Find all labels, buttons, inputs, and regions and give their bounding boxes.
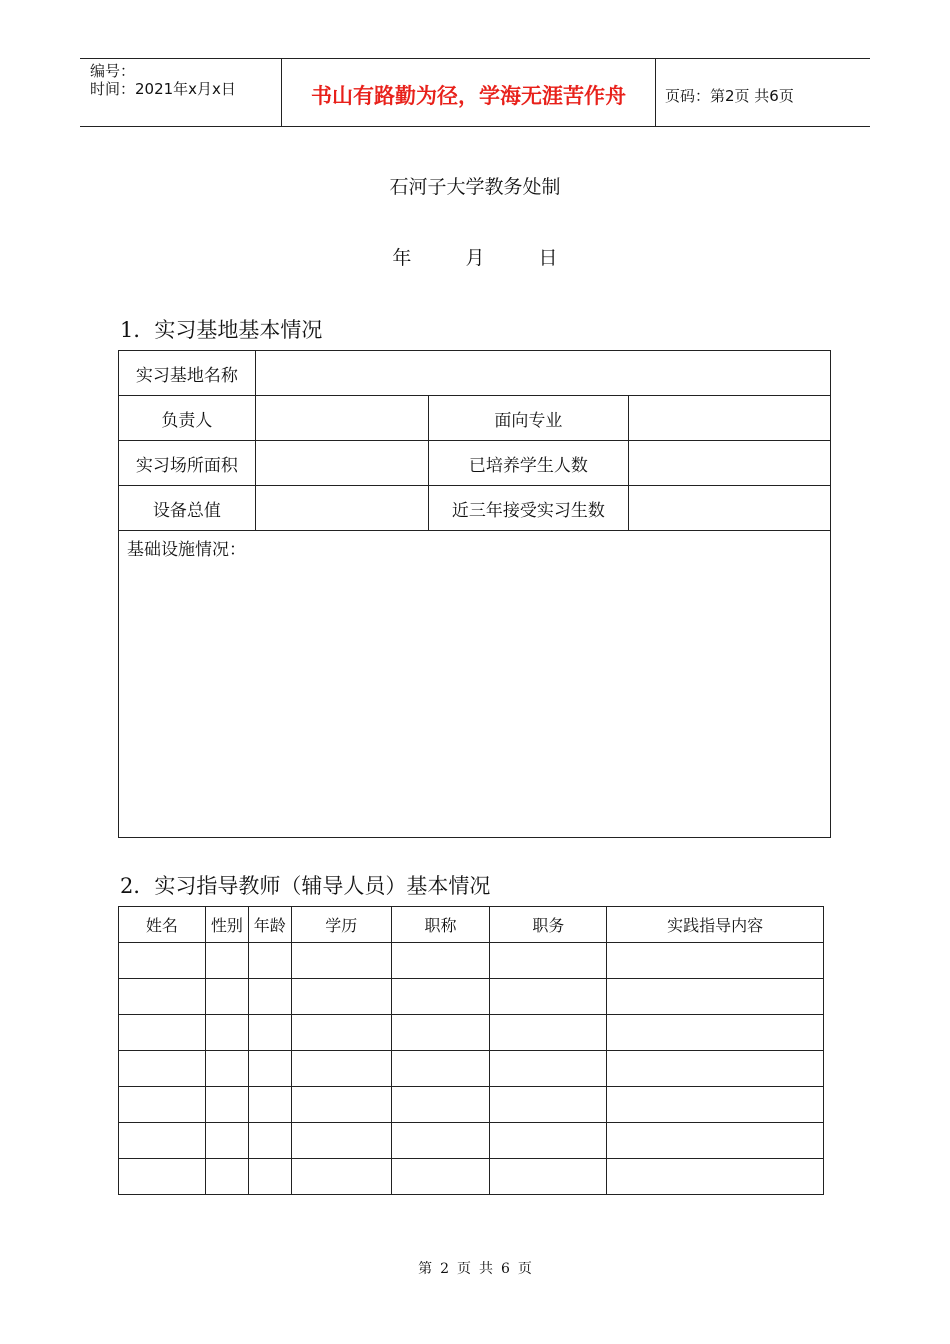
recent-interns-field[interactable] — [629, 486, 831, 531]
table-cell[interactable] — [205, 943, 248, 979]
footer-prefix: 第 — [418, 1261, 433, 1277]
column-header: 学历 — [291, 907, 391, 943]
table-row — [119, 943, 824, 979]
table-cell[interactable] — [490, 943, 607, 979]
table-cell[interactable] — [607, 943, 824, 979]
table-cell[interactable] — [119, 1159, 206, 1195]
header-divider-right — [655, 58, 656, 126]
table-cell[interactable] — [248, 1159, 291, 1195]
base-name-field[interactable] — [255, 351, 830, 396]
table-cell[interactable] — [607, 1159, 824, 1195]
table-cell[interactable] — [391, 1159, 490, 1195]
footer-total-word: 共 — [479, 1261, 493, 1277]
major-field[interactable] — [629, 396, 831, 441]
header-top-rule — [80, 58, 870, 59]
table-cell[interactable] — [291, 1015, 391, 1051]
section2-title: 2．实习指导教师（辅导人员）基本情况 — [120, 874, 491, 898]
date-day: 日 — [538, 247, 558, 269]
table-cell[interactable] — [205, 1159, 248, 1195]
table-row — [119, 979, 824, 1015]
column-header: 年龄 — [248, 907, 291, 943]
date-year: 年 — [392, 247, 412, 269]
major-label: 面向专业 — [428, 396, 629, 441]
table-cell[interactable] — [391, 979, 490, 1015]
table-cell[interactable] — [490, 979, 607, 1015]
table-cell[interactable] — [490, 1123, 607, 1159]
table-cell[interactable] — [490, 1015, 607, 1051]
trained-field[interactable] — [629, 441, 831, 486]
footer-total-pages: 6 — [501, 1261, 510, 1277]
table-row — [119, 1159, 824, 1195]
recent-interns-label: 近三年接受实习生数 — [428, 486, 629, 531]
table-cell[interactable] — [205, 1015, 248, 1051]
table-row — [119, 531, 831, 838]
trained-label: 已培养学生人数 — [428, 441, 629, 486]
time-label: 时间：2021年x月x日 — [90, 80, 236, 98]
area-field[interactable] — [255, 441, 428, 486]
date-line — [0, 243, 950, 270]
table-cell[interactable] — [205, 979, 248, 1015]
table-cell[interactable] — [490, 1087, 607, 1123]
table-cell[interactable] — [119, 1123, 206, 1159]
table-cell[interactable] — [607, 1051, 824, 1087]
issuer-line: 石河子大学教务处制 — [389, 176, 561, 198]
person-in-charge-label: 负责人 — [119, 396, 256, 441]
table-row — [119, 396, 831, 441]
equipment-field[interactable] — [255, 486, 428, 531]
header-motto: 书山有路勤为径，学海无涯苦作舟 — [311, 84, 626, 108]
table-cell[interactable] — [248, 979, 291, 1015]
table-cell[interactable] — [607, 979, 824, 1015]
table-cell[interactable] — [119, 1087, 206, 1123]
table-cell[interactable] — [391, 1087, 490, 1123]
table-cell[interactable] — [119, 1015, 206, 1051]
column-header: 职称 — [391, 907, 490, 943]
base-name-label: 实习基地名称 — [119, 351, 256, 396]
footer-page-number: 2 — [440, 1261, 449, 1277]
table-cell[interactable] — [291, 979, 391, 1015]
table-cell[interactable] — [391, 943, 490, 979]
table-cell[interactable] — [248, 1123, 291, 1159]
table-cell[interactable] — [248, 1051, 291, 1087]
table-row — [119, 1087, 824, 1123]
table-cell[interactable] — [391, 1015, 490, 1051]
table-cell[interactable] — [607, 1015, 824, 1051]
table-row — [119, 1051, 824, 1087]
table-cell[interactable] — [490, 1051, 607, 1087]
equipment-label: 设备总值 — [119, 486, 256, 531]
table-cell[interactable] — [248, 1015, 291, 1051]
header-bottom-rule — [80, 126, 870, 127]
base-info-table — [118, 350, 831, 838]
table-cell[interactable] — [391, 1051, 490, 1087]
column-header: 性别 — [205, 907, 248, 943]
footer-suffix: 页 — [517, 1261, 532, 1277]
column-header: 姓名 — [119, 907, 206, 943]
instructor-table — [118, 906, 824, 1195]
column-header: 实践指导内容 — [607, 907, 824, 943]
page-footer — [0, 1258, 950, 1278]
table-cell[interactable] — [291, 1087, 391, 1123]
table-cell[interactable] — [490, 1159, 607, 1195]
table-cell[interactable] — [119, 1051, 206, 1087]
area-label: 实习场所面积 — [119, 441, 256, 486]
table-cell[interactable] — [119, 979, 206, 1015]
table-row — [119, 486, 831, 531]
table-cell[interactable] — [291, 1123, 391, 1159]
table-row — [119, 351, 831, 396]
table-cell[interactable] — [119, 943, 206, 979]
table-cell[interactable] — [607, 1087, 824, 1123]
facility-field[interactable] — [119, 531, 831, 838]
table-cell[interactable] — [291, 1051, 391, 1087]
table-cell[interactable] — [391, 1123, 490, 1159]
table-cell[interactable] — [205, 1123, 248, 1159]
table-row — [119, 1015, 824, 1051]
table-row — [119, 1123, 824, 1159]
section1-title: 1．实习基地基本情况 — [120, 318, 323, 342]
table-cell[interactable] — [205, 1051, 248, 1087]
table-cell[interactable] — [205, 1087, 248, 1123]
number-label: 编号： — [90, 62, 136, 80]
table-cell[interactable] — [291, 1159, 391, 1195]
person-in-charge-field[interactable] — [255, 396, 428, 441]
table-row — [119, 441, 831, 486]
table-cell[interactable] — [607, 1123, 824, 1159]
column-header: 职务 — [490, 907, 607, 943]
table-cell[interactable] — [248, 1087, 291, 1123]
header-meta — [90, 62, 236, 98]
table-header-row — [119, 907, 824, 943]
table-cell[interactable] — [248, 943, 291, 979]
table-cell[interactable] — [291, 943, 391, 979]
footer-page-word: 页 — [457, 1261, 471, 1277]
date-month: 月 — [465, 247, 485, 269]
facility-label: 基础设施情况： — [127, 540, 246, 560]
header-page-label: 页码：第2页 共6页 — [665, 87, 794, 105]
